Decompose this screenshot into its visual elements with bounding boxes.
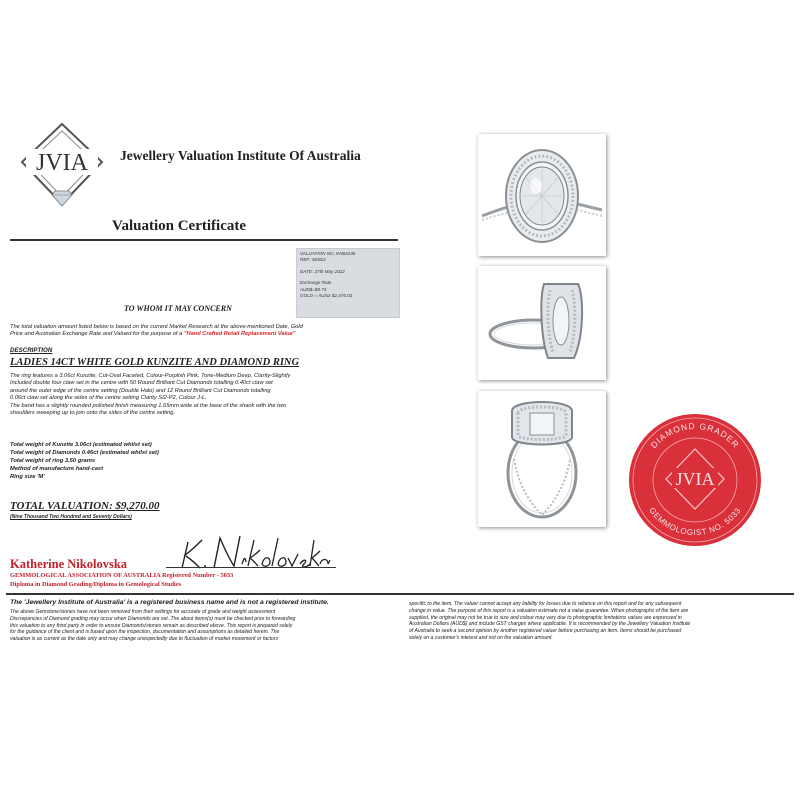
description-line: around the outer edge of the centre setting (Double Halo) and 12 Round Brilliant Cut Diamonds totalling: [10, 387, 271, 394]
ring-photo-top: [478, 134, 606, 256]
disclaimer-line: Discrepancies of Diamond grading may occur when Diamonds are set. The about items(s) must be checked prior to forwarding: [10, 615, 296, 622]
signatory-name: Katherine Nikolovska: [10, 557, 128, 571]
description-line: 0.06ct claw set along the sides of the centre setting Clarity SI2-P2, Colour J-L.: [10, 395, 207, 402]
disclaimer-line: Australian Dollars (AUD$) and include GST charges where applicable. It is recommended by the Jewellery Valuation Institute: [409, 621, 691, 628]
gold-price: GOLD = AU/oz $2,476.03: [300, 293, 353, 299]
disclaimer-line: valuation is as current as the date only and may change unexpectedly due to fluctuation of market movement or factors: [10, 636, 279, 643]
exchange-rate-label: Exchange Rate: [300, 280, 332, 286]
valuation-info-box: [296, 248, 400, 318]
disclaimer-line: of Australia to seek a second opinion by another registered valuer before purchasing an item. Items should be purchased: [409, 628, 682, 635]
logo-text: JVIA: [36, 150, 88, 176]
disclaimer-line: solely on a customer's interest and not on the valuation amount.: [409, 634, 553, 641]
ring-photo-front: [478, 391, 606, 527]
ring-description: [10, 373, 405, 417]
certificate-title: Valuation Certificate: [112, 218, 247, 234]
weight-item: Method of manufacture hand-cast: [10, 466, 104, 472]
diamond-icon: [52, 191, 72, 206]
seal-bottom-text: GEMMOLOGIST NO. 5033: [647, 505, 743, 538]
weight-item: Total weight of Diamonds 0.46ct (estimated whilst set): [10, 450, 159, 456]
weight-item: Total weight of ring 3.50 grams: [10, 458, 96, 464]
description-heading: DESCRIPTION: [10, 347, 53, 354]
weight-item: Ring size 'M': [10, 474, 45, 480]
intro-paragraph: [10, 324, 405, 339]
description-line: The ring features a 3.06ct Kunzite, Cut-Oval Faceted, Colour-Purplish Pink, Tone-Medium Deep, Clarity-Slightly: [10, 373, 291, 379]
disclaimer-line: specific to the item. The valuer cannot accept any liability for losses due to reliance on this report and for any subsequent: [409, 601, 682, 607]
disclaimer-line: The above Gemstone/stones have not been removed from their settings for accurate of grade and weight assessment: [10, 609, 276, 615]
total-valuation-words: (Nine Thousand Two Hundred and Seventy Dollars): [10, 514, 132, 520]
diamond-grader-seal: [620, 405, 770, 555]
reference-number: REF: 36/822: [300, 257, 326, 263]
replacement-value-purpose: "Hand Crafted Retail Replacement Value": [183, 331, 296, 338]
disclaimer-left-column: [10, 609, 295, 643]
description-line: Included double four claw set in the centre with 50 Round Brilliant Cut Diamonds totalling 0.40ct claw set: [10, 380, 273, 387]
disclaimer-line: for the guidance of the client and is based upon the inspection, documentation and assumptions as detailed herein. The: [10, 629, 280, 636]
disclaimer-right-column: [409, 601, 690, 642]
disclaimer-heading: The 'Jewellery Institute of Australia' is a registered business name and is not a registered institute.: [10, 599, 329, 606]
seal-top-text: DIAMOND GRADER: [648, 420, 742, 451]
gemmological-association: GEMMOLOGICAL ASSOCIATION OF AUSTRALIA Registered Number - 5033: [10, 572, 234, 579]
jvia-logo: [14, 118, 110, 214]
intro-line: The total valuation amount listed below is based on the current Market Research at the above-mentioned Date, Gold: [10, 324, 303, 330]
valuation-date: DATE: 27th May 2022: [300, 268, 345, 274]
disclaimer-line: this valuation to any third party in order to ensure Diamonds/stones remain as described above. This report is prepared solely: [10, 622, 293, 629]
weight-item: Total weight of Kunzite 3.06ct (estimated whilst set): [10, 442, 152, 448]
disclaimer-divider: [6, 593, 794, 595]
seal-center-text: JVIA: [675, 469, 715, 489]
ring-photo-side: [478, 266, 606, 380]
disclaimer-line: supplied, the original may not be true to size and colour may vary due to photographic limitations values are expressed in: [409, 614, 682, 621]
to-whom-heading: TO WHOM IT MAY CONCERN: [124, 304, 232, 313]
weights-list: [10, 441, 159, 481]
aud-rate: AUD$=$0.74: [300, 286, 327, 292]
intro-line: Price and Australian Exchange Rate and Valued for the purpose of a: [10, 331, 183, 338]
signature-line: [166, 567, 336, 568]
diploma-text: Diploma in Diamond Grading/Diploma in Gemological Studies: [10, 581, 182, 588]
description-line: The band has a slightly rounded polished finish measuring 1.65mm wide at the base of the shank with the two: [10, 402, 287, 409]
total-valuation: TOTAL VALUATION: $9,270.00: [10, 500, 160, 512]
description-line: shoulders sweeping up to join onto the sides of the centre setting.: [10, 410, 176, 417]
institute-name: Jewellery Valuation Institute Of Australia: [120, 148, 361, 163]
ring-title: LADIES 14CT WHITE GOLD KUNZITE AND DIAMOND RING: [10, 357, 300, 368]
disclaimer-line: change in value. The purpose of this report is a valuation estimate not a value guarantee. When photographs of the item are: [409, 607, 689, 614]
title-divider: [10, 239, 398, 241]
valuation-number: VALUATION NO. KN82236: [300, 251, 356, 256]
